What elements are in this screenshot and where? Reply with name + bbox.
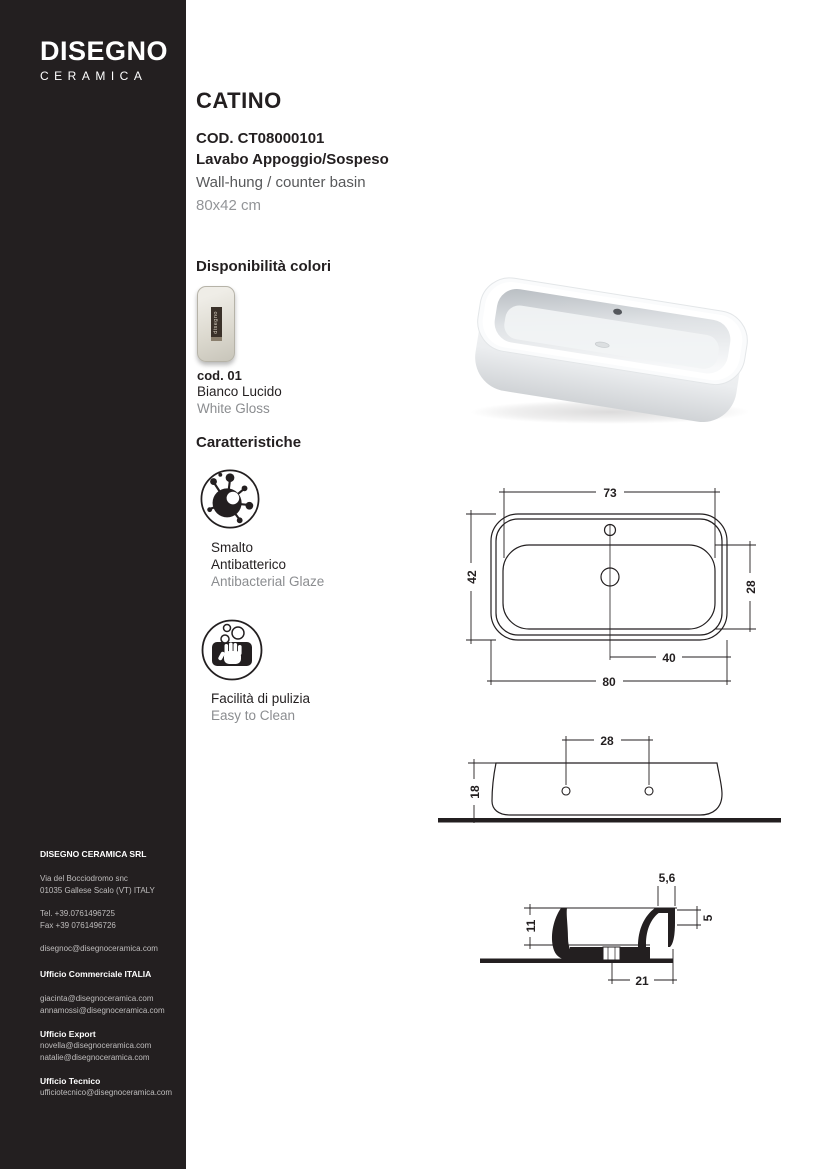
ground-line <box>438 818 781 823</box>
basin-profile <box>492 763 722 815</box>
fax-number: Fax +39 0761496726 <box>40 921 116 930</box>
wall-bracket <box>668 910 675 947</box>
dim-hole-spacing: 28 <box>600 734 614 748</box>
mount-hole-right <box>645 787 653 795</box>
front-view-drawing <box>438 715 783 830</box>
color-name-it: Bianco Lucido <box>197 384 282 399</box>
feature-2-label-it: Facilità di pulizia <box>211 691 311 706</box>
page-title: CATINO <box>196 88 282 113</box>
logo-subtitle: CERAMICA <box>40 69 148 83</box>
top-view-drawing <box>440 468 780 692</box>
mount-hole-left <box>562 787 570 795</box>
drain-outlet <box>603 947 620 960</box>
dim-front-height: 18 <box>468 785 482 799</box>
brand-logo <box>40 38 168 83</box>
commercial-email-2: annamossi@disegnoceramica.com <box>40 1006 165 1015</box>
product-photo <box>450 262 770 432</box>
swatch-brand-tag <box>211 307 222 341</box>
logo-wordmark: DISEGNO <box>40 36 169 66</box>
dim-rim-width: 5,6 <box>658 871 676 885</box>
color-swatch <box>197 286 235 362</box>
product-type-en: Wall-hung / counter basin <box>196 174 366 191</box>
contact-block <box>40 848 180 1099</box>
feature-1-label-en: Antibacterial Glaze <box>211 574 325 589</box>
feature-1-label-it: Smalto Antibatterico <box>211 540 287 572</box>
easy-clean-icon <box>200 618 264 682</box>
company-name: DISEGNO CERAMICA SRL <box>40 849 147 859</box>
feature-2-label-en: Easy to Clean <box>211 708 296 723</box>
color-name-en: White Gloss <box>197 401 270 416</box>
commercial-heading: Ufficio Commerciale ITALIA <box>40 969 152 979</box>
tech-email: ufficiotecnico@disegnoceramica.com <box>40 1088 173 1097</box>
export-email-1: novella@disegnoceramica.com <box>40 1041 152 1050</box>
export-heading: Ufficio Export <box>40 1029 96 1039</box>
sidebar <box>0 0 186 1169</box>
swatch-brand-text: disegno <box>213 310 219 334</box>
dim-width-top: 73 <box>603 486 617 500</box>
dim-height-right: 28 <box>744 580 758 594</box>
dim-width-bottom: 80 <box>602 675 616 689</box>
antibacterial-icon <box>199 468 261 530</box>
address-line-1: Via del Bocciodromo snc <box>40 874 128 883</box>
dim-side-gap: 5 <box>701 914 715 922</box>
section-view-drawing <box>460 862 722 997</box>
dim-section-drain-offset: 21 <box>635 974 649 988</box>
company-email: disegnoc@disegnoceramica.com <box>40 944 158 953</box>
export-email-2: natalie@disegnoceramica.com <box>40 1053 150 1062</box>
address-line-2: 01035 Gallese Scalo (VT) ITALY <box>40 886 155 895</box>
dim-inner-depth: 11 <box>524 919 538 933</box>
color-code: cod. 01 <box>197 368 242 383</box>
dim-drain-offset: 40 <box>662 651 676 665</box>
feature-2 <box>211 690 329 724</box>
product-code: COD. CT08000101 <box>196 130 325 147</box>
section-right-wall <box>638 908 663 960</box>
tech-heading: Ufficio Tecnico <box>40 1076 101 1086</box>
phone-number: Tel. +39.0761496725 <box>40 909 115 918</box>
colors-heading: Disponibilità colori <box>196 258 332 275</box>
features-heading: Caratteristiche <box>196 434 302 451</box>
product-size: 80x42 cm <box>196 197 262 214</box>
feature-1 <box>211 539 329 590</box>
product-type-it: Lavabo Appoggio/Sospeso <box>196 151 389 168</box>
commercial-email-1: giacinta@disegnoceramica.com <box>40 994 154 1003</box>
dim-height-left: 42 <box>465 570 479 584</box>
